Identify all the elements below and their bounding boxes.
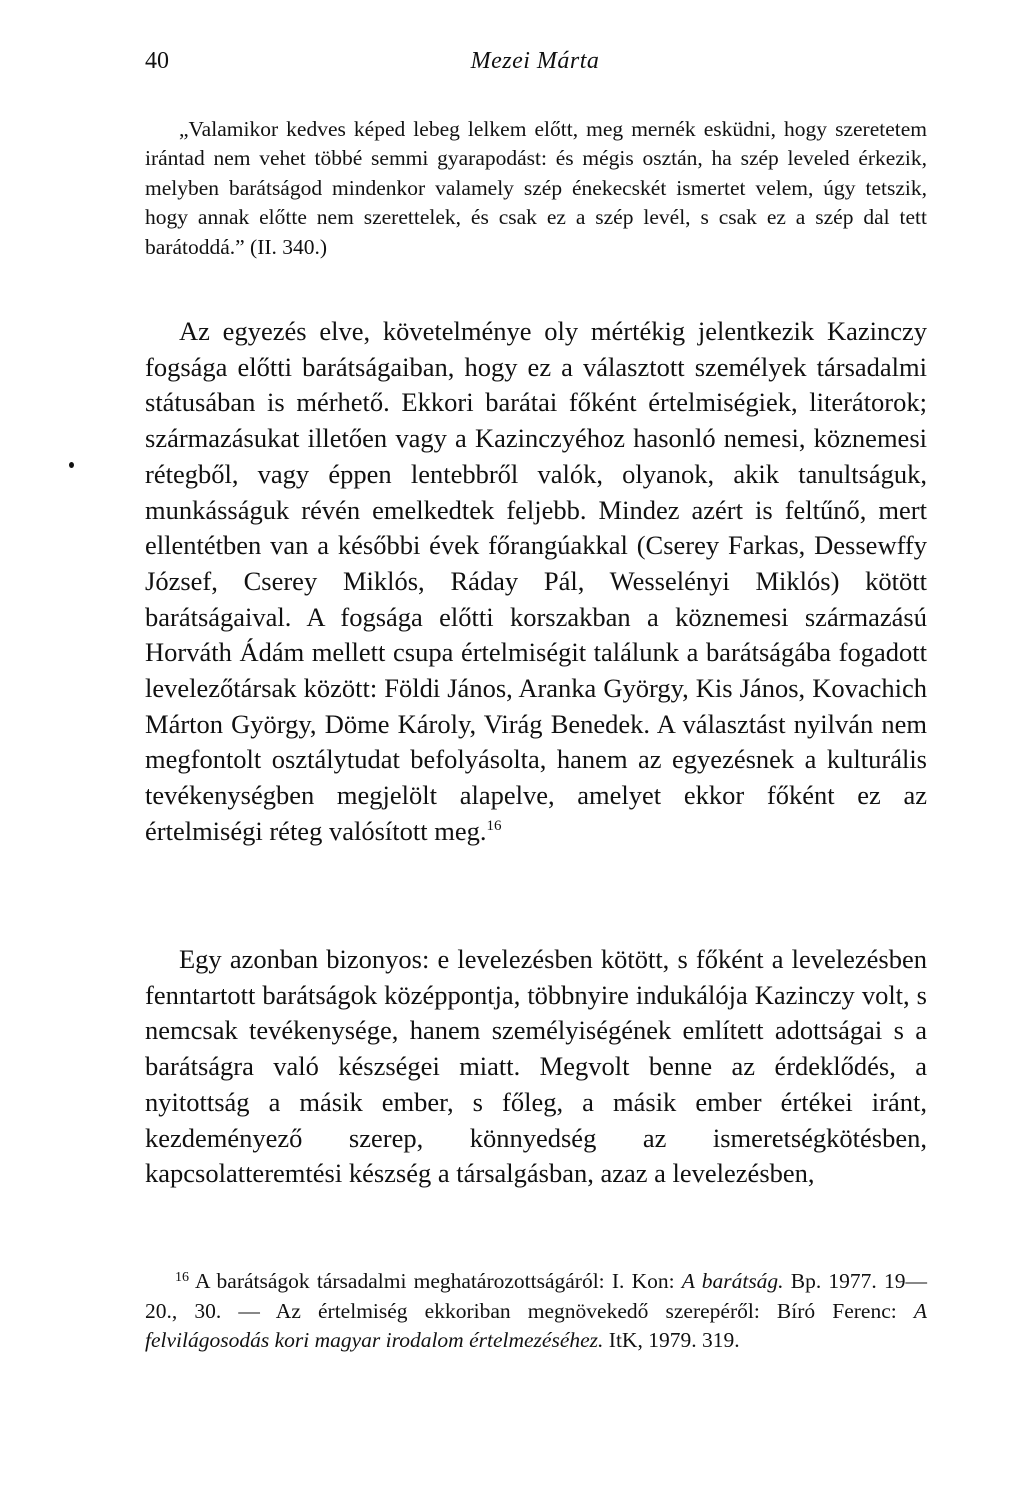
footnote-text-after: ItK, 1979. 319. <box>603 1328 740 1353</box>
paragraph-2-text: Egy azonban bizonyos: e levelezésben kötött, s főként a levelezésben fenntartott barátságok középpontja, többnyire indukálója Kazinczy volt, s nemcsak tevékenysége, hanem személyiségének említett adottságai s a barátságra való készségei miatt. Megvolt benne az érdeklődés, a nyitottság a másik ember, s főleg, a másik ember értékei iránt, kezdeményező szerep, könnyedség az ismeretségkötésben, kapcsolatteremtési készség a társalgásban, azaz a levelezésben, <box>145 944 927 1189</box>
footnote-number: 16 <box>175 1270 189 1285</box>
footnote-reference[interactable]: 16 <box>486 817 502 834</box>
block-quote <box>145 115 927 262</box>
footnote-title-2: A felvilágosodás kori magyar irodalom értelmezéséhez. <box>145 1298 927 1353</box>
margin-speck <box>69 462 74 468</box>
footnote-title-1: A barátság. <box>681 1269 784 1293</box>
footnote <box>145 1263 927 1356</box>
footnote-text <box>145 1263 927 1356</box>
running-head <box>145 48 925 84</box>
body-paragraph-1 <box>145 314 927 850</box>
paragraph-1-text <box>145 314 927 850</box>
page-number: 40 <box>145 48 169 74</box>
footnote-text-before: A barátságok társadalmi meghatározottságáról: I. Kon: <box>189 1269 682 1293</box>
body-paragraph-2 <box>145 942 927 1192</box>
quote-text: „Valamikor kedves képed lebeg lelkem előtt, meg mernék esküdni, hogy szeretetem irántad nem vehet többé semmi gyarapodást: és mégis osztán, ha szép leveled érkezik, melyben barátságod mindenkor valamely szép énekecskét ismertet velem, úgy tetszik, hogy annak előtte nem szerettelek, és csak ez a szép levél, s csak ez a szép dal tett barátoddá.” (II. 340.) <box>145 117 927 259</box>
footnote-text-middle: Bp. 1977. 19—20., 30. — Az értelmiség ekkoriban megnövekedő szerepéről: Bíró Ferenc: <box>145 1269 927 1323</box>
running-title: Mezei Márta <box>470 48 600 74</box>
paragraph-1-body: Az egyezés elve, követelménye oly mértékig jelentkezik Kazinczy fogsága előtti barátságaiban, hogy ez a választott személyek társadalmi státusában is mérhető. Ekkori barátai főként értelmiségiek, literátorok; származásukat illetően vagy a Kazinczyéhoz hasonló nemesi, köznemesi rétegből, vagy éppen lentebbről valók, olyanok, akik tanultságuk, munkásságuk révén emelkedtek feljebb. Mindez azért is feltűnő, mert ellentétben van a későbbi évek főrangúakkal (Cserey Farkas, Dessewffy József, Cserey Miklós, Ráday Pál, Wesselényi Miklós) kötött barátságaival. A fogsága előtti korszakban a köznemesi származású Horváth Ádám mellett csupa értelmiségit találunk a barátságába fogadott levelezőtársak között: Földi János, Aranka György, Kis János, Kovachich Márton György, Döme Károly, Virág Benedek. A választást nyilván nem megfontolt osztálytudat befolyásolta, hanem az egyezésnek a kulturális tevékenységben megjelölt alapelve, amelyet ekkor főként ez az értelmiségi réteg valósított meg. <box>145 316 927 846</box>
